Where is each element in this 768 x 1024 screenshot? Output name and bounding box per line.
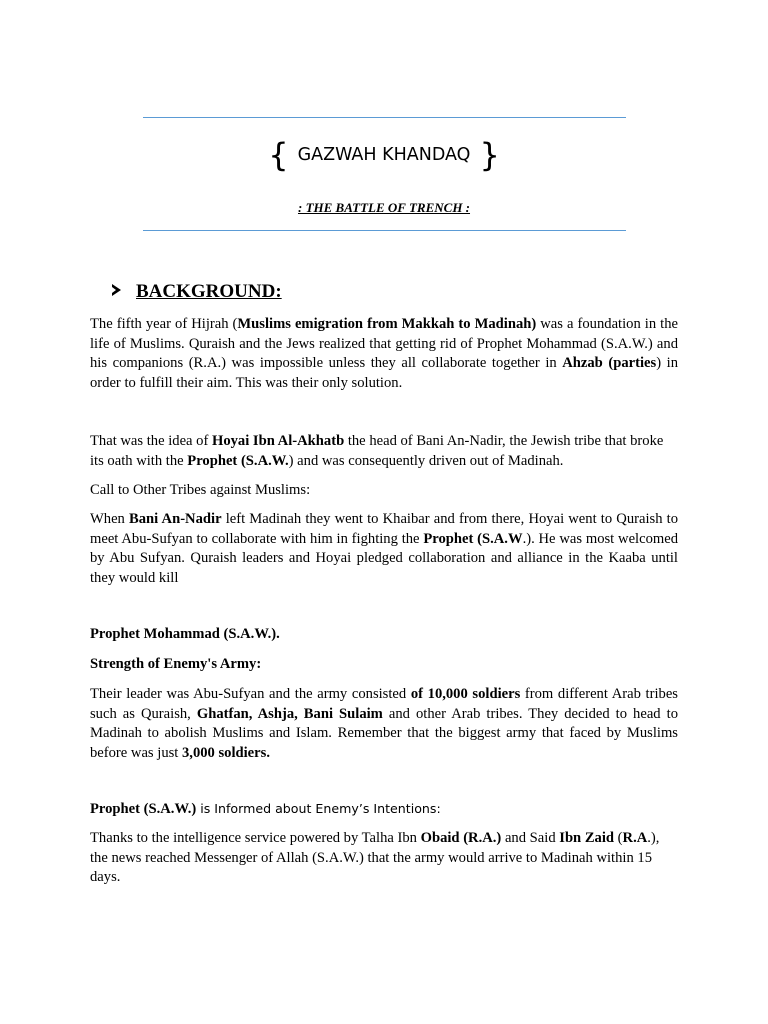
subheading-call-to-tribes: Call to Other Tribes against Muslims: — [90, 482, 311, 498]
paragraph-hoyai — [90, 432, 678, 471]
bold-span: Ahzab (parties — [562, 355, 657, 371]
text-span: Thanks to the intelligence service powered by Talha Ibn — [90, 830, 421, 846]
page-subtitle: : THE BATTLE OF TRENCH : — [297, 200, 471, 215]
text-span: That was the idea of — [90, 433, 212, 449]
bold-span: Hoyai Ibn Al-Akhatb — [211, 433, 345, 449]
open-brace: { — [268, 136, 289, 174]
text-span: ) and was consequently driven out of Madinah. — [288, 452, 564, 469]
text-span: and Said — [501, 830, 560, 846]
bold-span: Prophet (S.A.W. — [187, 452, 289, 469]
bold-span: Prophet (S.A.W.) — [90, 801, 197, 817]
close-brace: } — [479, 136, 500, 174]
bold-span: 3,000 soldiers. — [182, 744, 270, 761]
text-span: Their leader was Abu-Sufyan and the army consisted — [90, 686, 411, 702]
title-text: GAZWAH KHANDAQ — [297, 145, 471, 165]
bold-span: of 10,000 soldiers — [410, 686, 521, 702]
text-span: ) in order to fulfill their aim. This was their only solution. — [90, 355, 678, 391]
page-title — [0, 136, 768, 174]
heading-text: BACKGROUND: — [136, 281, 282, 302]
text-span: from different Arab tribes such as Quraish, — [90, 686, 678, 722]
bold-span: Ibn Zaid — [559, 830, 615, 846]
paragraph-intelligence — [90, 829, 678, 888]
bold-span: Prophet (S.A.W — [423, 530, 523, 547]
top-divider — [143, 117, 626, 118]
subheading-prophet-informed — [90, 799, 678, 820]
bold-span: Muslims emigration from Makkah to Madinah) — [237, 316, 537, 332]
paragraph-bani-nadir — [90, 510, 678, 588]
text-span: left Madinah they went to Khaibar and from there, Hoyai went to Quraish to meet Abu-Sufyan to collaborate with him in fighting the — [90, 511, 678, 547]
section-heading — [112, 281, 282, 303]
bottom-divider — [143, 230, 626, 231]
subheading-enemy-strength: Strength of Enemy's Army: — [90, 656, 262, 672]
arrow-bullet-icon — [112, 284, 121, 296]
text-span: The fifth year of Hijrah ( — [90, 316, 238, 332]
text-span: .), the news reached Messenger of Allah (S.A.W.) that the army would arrive to Madinah within 15 days. — [90, 830, 660, 885]
paragraph-intro — [90, 315, 678, 393]
text-span: and other Arab tribes. They decided to head to Madinah to abolish Muslims and Islam. Remember that the biggest army that faced by Muslims before was just — [90, 705, 678, 761]
bold-span: R.A — [622, 830, 648, 846]
text-span: .). He was most welcomed by Abu Sufyan. Quraish leaders and Hoyai pledged collaboration and alliance in the Kaaba until they would kill — [90, 530, 678, 586]
text-span: When — [90, 511, 129, 527]
paragraph-army — [90, 685, 678, 763]
bold-span: Ghatfan, Ashja, Bani Sulaim — [196, 705, 383, 722]
text-span: was a foundation in the life of Muslims. Quraish and the Jews realized that getting rid of Prophet Mohammad (S.A.W.) and his companions (R.A.) was impossible unless they all collaborate together in — [90, 316, 678, 371]
paragraph-prophet-line: Prophet Mohammad (S.A.W.). — [90, 626, 280, 642]
bold-span: Obaid (R.A.) — [420, 830, 502, 846]
text-span: the head of Bani An-Nadir, the Jewish tribe that broke its oath with the — [90, 433, 664, 469]
text-span: ( — [614, 830, 623, 846]
text-span: is Informed about Enemy’s Intentions: — [196, 801, 441, 816]
bold-span: Bani An-Nadir — [129, 511, 222, 527]
